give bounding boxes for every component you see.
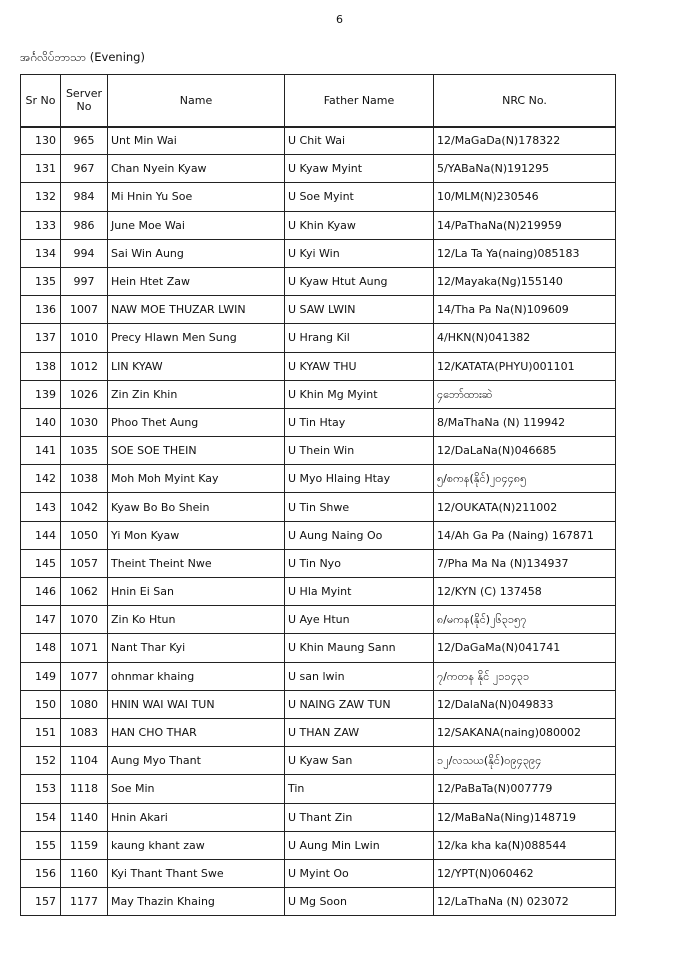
cell-sr-no: 148 <box>21 634 61 662</box>
cell-nrc-no: 12/YPT(N)060462 <box>434 859 616 887</box>
cell-name: Chan Nyein Kyaw <box>108 155 285 183</box>
cell-name: SOE SOE THEIN <box>108 437 285 465</box>
cell-father-name: U Thant Zin <box>285 803 434 831</box>
cell-father-name: U Khin Kyaw <box>285 211 434 239</box>
cell-father-name: U Myint Oo <box>285 859 434 887</box>
cell-father-name: U Aye Htun <box>285 606 434 634</box>
cell-father-name: U Aung Min Lwin <box>285 831 434 859</box>
table-row <box>21 718 616 746</box>
cell-name: Yi Mon Kyaw <box>108 521 285 549</box>
cell-father-name: U Tin Shwe <box>285 493 434 521</box>
cell-father-name: U Khin Maung Sann <box>285 634 434 662</box>
cell-name: LIN KYAW <box>108 352 285 380</box>
cell-sr-no: 144 <box>21 521 61 549</box>
cell-nrc-no: 12/Mayaka(Ng)155140 <box>434 267 616 295</box>
cell-name: kaung khant zaw <box>108 831 285 859</box>
cell-server-no: 967 <box>61 155 108 183</box>
table-row <box>21 549 616 577</box>
cell-nrc-no: 12/La Ta Ya(naing)085183 <box>434 239 616 267</box>
cell-sr-no: 142 <box>21 465 61 493</box>
cell-server-no: 1038 <box>61 465 108 493</box>
cell-nrc-no: ၈/မကန(နိုင်)၂၆၃၁၅၇ <box>434 606 616 634</box>
cell-server-no: 1177 <box>61 888 108 916</box>
cell-nrc-no: 12/DalaNa(N)049833 <box>434 690 616 718</box>
table-header <box>21 75 616 127</box>
cell-father-name: U Hla Myint <box>285 578 434 606</box>
cell-name: Hnin Akari <box>108 803 285 831</box>
cell-father-name: Tin <box>285 775 434 803</box>
cell-server-no: 997 <box>61 267 108 295</box>
cell-father-name: U Kyaw Htut Aung <box>285 267 434 295</box>
cell-nrc-no: 12/DaLaNa(N)046685 <box>434 437 616 465</box>
cell-name: Unt Min Wai <box>108 127 285 155</box>
cell-server-no: 1118 <box>61 775 108 803</box>
cell-sr-no: 135 <box>21 267 61 295</box>
cell-server-no: 1077 <box>61 662 108 690</box>
cell-name: May Thazin Khaing <box>108 888 285 916</box>
registration-table <box>20 74 616 916</box>
cell-server-no: 1012 <box>61 352 108 380</box>
header-nrc-no: NRC No. <box>434 75 616 127</box>
cell-server-no: 1057 <box>61 549 108 577</box>
table-body <box>21 127 616 916</box>
cell-father-name: U SAW LWIN <box>285 296 434 324</box>
cell-sr-no: 138 <box>21 352 61 380</box>
cell-father-name: U Kyaw San <box>285 747 434 775</box>
cell-name: Zin Zin Khin <box>108 380 285 408</box>
cell-server-no: 994 <box>61 239 108 267</box>
table-row <box>21 183 616 211</box>
cell-server-no: 1140 <box>61 803 108 831</box>
cell-server-no: 1062 <box>61 578 108 606</box>
cell-sr-no: 134 <box>21 239 61 267</box>
table-row <box>21 267 616 295</box>
cell-father-name: U Chit Wai <box>285 127 434 155</box>
cell-name: HAN CHO THAR <box>108 718 285 746</box>
cell-sr-no: 151 <box>21 718 61 746</box>
cell-father-name: U Khin Mg Myint <box>285 380 434 408</box>
cell-father-name: U Tin Htay <box>285 408 434 436</box>
cell-sr-no: 139 <box>21 380 61 408</box>
cell-name: Zin Ko Htun <box>108 606 285 634</box>
table-row <box>21 493 616 521</box>
cell-sr-no: 143 <box>21 493 61 521</box>
cell-nrc-no: 4/HKN(N)041382 <box>434 324 616 352</box>
cell-sr-no: 156 <box>21 859 61 887</box>
table-row <box>21 408 616 436</box>
cell-sr-no: 146 <box>21 578 61 606</box>
cell-server-no: 1070 <box>61 606 108 634</box>
cell-sr-no: 155 <box>21 831 61 859</box>
cell-father-name: U NAING ZAW TUN <box>285 690 434 718</box>
header-father-name: Father Name <box>285 75 434 127</box>
cell-father-name: U Hrang Kil <box>285 324 434 352</box>
cell-nrc-no: 12/ka kha ka(N)088544 <box>434 831 616 859</box>
cell-father-name: U Soe Myint <box>285 183 434 211</box>
table-row <box>21 747 616 775</box>
cell-nrc-no: 12/KYN (C) 137458 <box>434 578 616 606</box>
cell-sr-no: 141 <box>21 437 61 465</box>
cell-nrc-no: 12/OUKATA(N)211002 <box>434 493 616 521</box>
table-row <box>21 578 616 606</box>
cell-name: NAW MOE THUZAR LWIN <box>108 296 285 324</box>
table-row <box>21 296 616 324</box>
cell-server-no: 1007 <box>61 296 108 324</box>
cell-name: Sai Win Aung <box>108 239 285 267</box>
header-server-no: Server No <box>61 75 108 127</box>
cell-server-no: 986 <box>61 211 108 239</box>
cell-nrc-no: 12/SAKANA(naing)080002 <box>434 718 616 746</box>
cell-name: Mi Hnin Yu Soe <box>108 183 285 211</box>
cell-sr-no: 157 <box>21 888 61 916</box>
cell-name: Kyi Thant Thant Swe <box>108 859 285 887</box>
cell-name: Nant Thar Kyi <box>108 634 285 662</box>
cell-nrc-no: ၇/ကတန နိုင် ၂၁၁၄၃၁ <box>434 662 616 690</box>
cell-sr-no: 145 <box>21 549 61 577</box>
cell-server-no: 1080 <box>61 690 108 718</box>
cell-nrc-no: 12/DaGaMa(N)041741 <box>434 634 616 662</box>
table-row <box>21 831 616 859</box>
table-row <box>21 465 616 493</box>
cell-server-no: 1030 <box>61 408 108 436</box>
cell-sr-no: 130 <box>21 127 61 155</box>
table-row <box>21 239 616 267</box>
cell-name: Moh Moh Myint Kay <box>108 465 285 493</box>
cell-sr-no: 133 <box>21 211 61 239</box>
cell-nrc-no: 12/KATATA(PHYU)001101 <box>434 352 616 380</box>
table-row <box>21 127 616 155</box>
cell-father-name: U Tin Nyo <box>285 549 434 577</box>
table-row <box>21 324 616 352</box>
header-sr-no: Sr No <box>21 75 61 127</box>
cell-sr-no: 154 <box>21 803 61 831</box>
cell-server-no: 1010 <box>61 324 108 352</box>
cell-father-name: U KYAW THU <box>285 352 434 380</box>
cell-sr-no: 149 <box>21 662 61 690</box>
cell-server-no: 1083 <box>61 718 108 746</box>
table-row <box>21 803 616 831</box>
cell-name: Soe Min <box>108 775 285 803</box>
cell-server-no: 1042 <box>61 493 108 521</box>
cell-father-name: U san lwin <box>285 662 434 690</box>
cell-nrc-no: 14/Ah Ga Pa (Naing) 167871 <box>434 521 616 549</box>
table-row <box>21 521 616 549</box>
cell-sr-no: 137 <box>21 324 61 352</box>
cell-name: Theint Theint Nwe <box>108 549 285 577</box>
table-row <box>21 775 616 803</box>
cell-sr-no: 152 <box>21 747 61 775</box>
cell-nrc-no: 14/PaThaNa(N)219959 <box>434 211 616 239</box>
cell-name: Hein Htet Zaw <box>108 267 285 295</box>
cell-father-name: U Kyi Win <box>285 239 434 267</box>
cell-name: June Moe Wai <box>108 211 285 239</box>
table-row <box>21 437 616 465</box>
cell-server-no: 1035 <box>61 437 108 465</box>
section-title: အင်္ဂလိပ်ဘာသာ (Evening) <box>20 50 145 64</box>
cell-server-no: 1050 <box>61 521 108 549</box>
table-row <box>21 662 616 690</box>
table-row <box>21 690 616 718</box>
cell-sr-no: 147 <box>21 606 61 634</box>
cell-sr-no: 153 <box>21 775 61 803</box>
cell-nrc-no: 14/Tha Pa Na(N)109609 <box>434 296 616 324</box>
cell-server-no: 1104 <box>61 747 108 775</box>
cell-server-no: 1071 <box>61 634 108 662</box>
table-row <box>21 634 616 662</box>
cell-nrc-no: 5/YABaNa(N)191295 <box>434 155 616 183</box>
cell-nrc-no: ၄ဘော်ထားဆဲ <box>434 380 616 408</box>
header-name: Name <box>108 75 285 127</box>
cell-nrc-no: ၁၂/လသယ(နိုင်)၀၉၄၃၉၄ <box>434 747 616 775</box>
cell-nrc-no: 10/MLM(N)230546 <box>434 183 616 211</box>
table-row <box>21 352 616 380</box>
table-row <box>21 211 616 239</box>
table-row <box>21 155 616 183</box>
cell-father-name: U Myo Hlaing Htay <box>285 465 434 493</box>
cell-server-no: 965 <box>61 127 108 155</box>
cell-father-name: U Kyaw Myint <box>285 155 434 183</box>
cell-name: Hnin Ei San <box>108 578 285 606</box>
cell-name: Kyaw Bo Bo Shein <box>108 493 285 521</box>
cell-nrc-no: 7/Pha Ma Na (N)134937 <box>434 549 616 577</box>
cell-name: HNIN WAI WAI TUN <box>108 690 285 718</box>
cell-father-name: U THAN ZAW <box>285 718 434 746</box>
cell-sr-no: 150 <box>21 690 61 718</box>
cell-nrc-no: 12/PaBaTa(N)007779 <box>434 775 616 803</box>
cell-sr-no: 131 <box>21 155 61 183</box>
table-row <box>21 888 616 916</box>
cell-sr-no: 140 <box>21 408 61 436</box>
cell-name: Precy Hlawn Men Sung <box>108 324 285 352</box>
page-number: 6 <box>336 13 343 26</box>
table-row <box>21 859 616 887</box>
cell-sr-no: 132 <box>21 183 61 211</box>
cell-nrc-no: 12/LaThaNa (N) 023072 <box>434 888 616 916</box>
cell-name: Aung Myo Thant <box>108 747 285 775</box>
cell-server-no: 1026 <box>61 380 108 408</box>
cell-sr-no: 136 <box>21 296 61 324</box>
table-row <box>21 606 616 634</box>
cell-server-no: 984 <box>61 183 108 211</box>
cell-father-name: U Aung Naing Oo <box>285 521 434 549</box>
table-row <box>21 380 616 408</box>
cell-nrc-no: 8/MaThaNa (N) 119942 <box>434 408 616 436</box>
cell-nrc-no: 12/MaGaDa(N)178322 <box>434 127 616 155</box>
cell-server-no: 1160 <box>61 859 108 887</box>
cell-server-no: 1159 <box>61 831 108 859</box>
cell-name: ohnmar khaing <box>108 662 285 690</box>
cell-father-name: U Thein Win <box>285 437 434 465</box>
cell-nrc-no: ၅/စကန(နိုင်)၂၀၄၄၈၅ <box>434 465 616 493</box>
cell-father-name: U Mg Soon <box>285 888 434 916</box>
cell-name: Phoo Thet Aung <box>108 408 285 436</box>
cell-nrc-no: 12/MaBaNa(Ning)148719 <box>434 803 616 831</box>
